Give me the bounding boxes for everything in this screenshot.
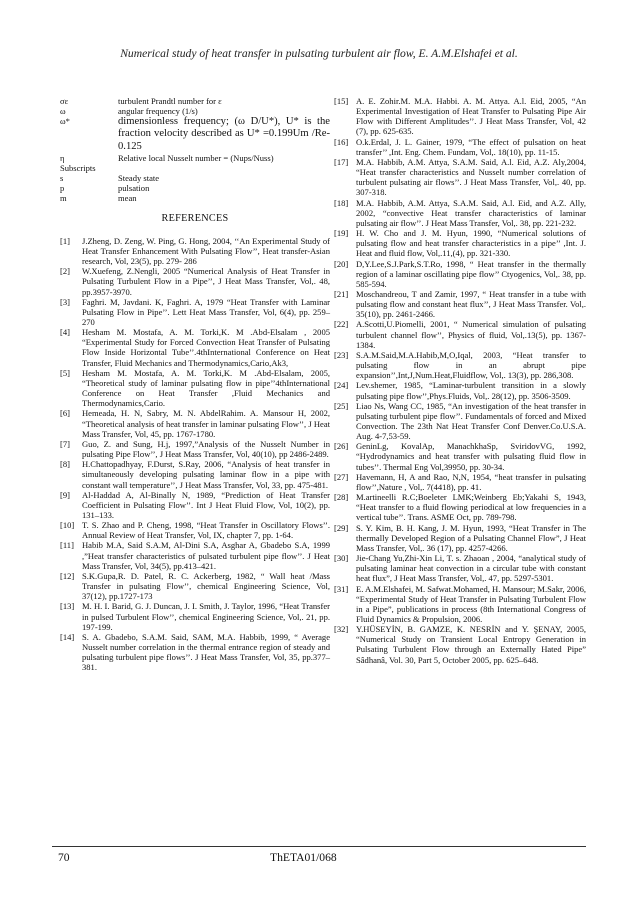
- reference-number: [13]: [60, 601, 75, 612]
- symbol-definition: Relative local Nusselt number = (Nups/Nuss): [118, 152, 274, 163]
- reference-entry: [334, 441, 586, 471]
- reference-entry: [334, 472, 586, 492]
- reference-text: M. H. I. Barid, G. J. Duncan, J. I. Smith, J. Taylor, 1996, “Heat Transfer in pulsed Turbulent Flow’’, chemical Engineering Science, Vol,. 21, pp. 197-199.: [82, 601, 330, 632]
- symbol-definition: Steady state: [118, 173, 160, 184]
- reference-entry: [334, 96, 586, 137]
- reference-number: [32]: [334, 624, 349, 635]
- reference-number: [16]: [334, 136, 349, 147]
- reference-number: [10]: [60, 520, 75, 531]
- reference-entry: [334, 523, 586, 553]
- reference-text: GeninLg, KovalAp, ManachkhaSp, SviridovVG, 1992, “Hydrodynamics and heat transfer with pulsating fluid flow in tubes’’. Thermal Eng Vol,39950, pp. 30-34.: [356, 441, 586, 472]
- reference-text: Hemeada, H. N, Sabry, M. N. AbdelRahim. A. Mansour H, 2002, “Theoretical analysis of heat transfer in laminar pulsating Flow’’, J Heat Mass Transfer, Vol, 45, pp. 1767-1780.: [82, 408, 330, 439]
- reference-number: [6]: [60, 408, 70, 419]
- reference-entry: [60, 368, 330, 409]
- reference-number: [2]: [60, 266, 70, 277]
- reference-number: [20]: [334, 258, 349, 269]
- nomenclature-row: [60, 193, 330, 203]
- reference-entry: [60, 439, 330, 459]
- reference-entry: [334, 584, 586, 625]
- reference-text: D,Y.Lee,S.J.Park,S.T.Ro, 1998, “ Heat transfer in the thermally region of a laminar oscillating pipe flow’’ Ctyogenics, Vol,. 38, pp. 585-594.: [356, 258, 586, 289]
- reference-number: [15]: [334, 96, 349, 106]
- reference-entry: [60, 408, 330, 438]
- symbol: p: [60, 183, 65, 194]
- reference-text: Hesham M. Mostafa, A. M. Torki,K. M .Abd-Elsalam, 2005, “Theoretical study of laminar pulsating flow in pipe’’4thInternational Conference on Heat Transfer ,Fluid Mechanics and Thermodynamics,Cario.: [82, 367, 330, 409]
- reference-text: Lev.shemer, 1985, “Laminar-turbulent transition in a slowly pulsating pipe flow’’,Phys.Fluids, Vol,. 28(12), pp. 3506-3509.: [356, 380, 586, 401]
- reference-text: M.artineelli R.C;Boeleter LMK;Weinberg Eb;Yakahi S, 1943, “Heat transfer to a fluid flowing periodical at low frequencies in a vertical tube’’. Trans. ASME Oct, pp. 789-798.: [356, 492, 586, 523]
- reference-number: [12]: [60, 570, 75, 581]
- symbol: s: [60, 173, 64, 184]
- reference-text: J.Zheng, D. Zeng, W. Ping, G. Hong, 2004, ‘‘An Experimental Study of Heat Transfer Enhancement With Pulsating Flow’’, Heat transfer-Asian research, Vol, 23(5), pp. 279- 286: [82, 235, 330, 267]
- reference-text: Jie-Chang Yu,Zhi-Xin Li, T. s. Zhaoan , 2004, “analytical study of pulsating laminar heat convection in a circular tube with constant heat flux”, J Heat Mass Transfer, Vol,. 47, pp. 5297-5301.: [356, 553, 586, 584]
- reference-number: [9]: [60, 489, 70, 500]
- reference-entry: [334, 228, 586, 258]
- reference-entry: [60, 236, 330, 266]
- reference-entry: [60, 632, 330, 673]
- reference-entry: [60, 327, 330, 368]
- reference-number: [11]: [60, 540, 74, 551]
- nomenclature-row: [60, 96, 330, 106]
- reference-number: [23]: [334, 349, 349, 360]
- reference-number: [1]: [60, 235, 70, 246]
- reference-text: Havemann, H, A and Rao, N,N, 1954, “heat transfer in pulsating flow’’,Nature , Vol,. 7(4418), pp. 41.: [356, 471, 586, 492]
- reference-entry: [60, 520, 330, 540]
- symbol-definition: angular frequency (1/s): [118, 106, 198, 117]
- symbol-definition: [118, 163, 330, 173]
- reference-text: Hesham M. Mostafa, A. M. Torki,K. M .Abd-Elsalam , 2005 “Experimental Study for Forced Convection Heat Transfer of Pulsating Flow Inside Horizontal Tube’’.4thInternational Conference on Heat Transfer, Fluid Mechanics and Thermodynamics,Cario,Ak3,: [82, 327, 330, 368]
- reference-text: H.Chattopadhyay, F.Durst, S.Ray, 2006, “Analysis of heat transfer in simultaneously developing pulsating laminar flow in a pipe with constant wall temperature’’, J Heat Mass Transfer, Vol, 33, pp. 475-481.: [82, 459, 330, 490]
- reference-entry: [334, 553, 586, 583]
- reference-entry: [334, 198, 586, 228]
- reference-text: Y.HÜSEYİN, B. GAMZE, K. NESRİN and Y. ŞENAY, 2005, “Numerical Study on Transient Local Entropy Generation in Pulsating Turbulent Flow through an Externally Hated Pipe” Sâdhanâ, Vol. 30, Part 5, October 2005, pp. 625–648.: [356, 624, 586, 665]
- reference-entry: [334, 401, 586, 442]
- reference-list-right: [334, 96, 586, 665]
- reference-text: W.Xuefeng, Z.Nengli, 2005 “Numerical Analysis of Heat Transfer in Pulsating Turbulent Flow in a Pipe’’, J Heat Mass Transfer, Vol,. 48, pp.3957-3970.: [82, 266, 330, 297]
- reference-text: S.K.Gupa,R. D. Patel, R. C. Ackerberg, 1982, “ Wall heat /Mass Transfer in pulsating Flow’’, chemical Engineering Science, Vol, 37(12), pp.1727-173: [82, 570, 330, 602]
- reference-text: Guo, Z. and Sung, H.j, 1997,”Analysis of the Nusselt Number in pulsating Pipe Flow’’, J Heat Mass Transfer, Vol, 40(10), pp 2486-2489.: [82, 438, 330, 460]
- reference-entry: [60, 601, 330, 631]
- nomenclature-row: [60, 173, 330, 183]
- reference-number: [21]: [334, 288, 349, 299]
- symbol: Subscripts: [60, 162, 96, 173]
- reference-entry: [334, 492, 586, 522]
- reference-entry: [334, 350, 586, 380]
- reference-entry: [334, 319, 586, 349]
- right-column: [334, 96, 586, 665]
- symbol: σε: [60, 96, 69, 106]
- reference-text: A. E. Zohir.M. M.A. Habbi. A. M. Attya. A.l. Eid, 2005, “An Experimental Investigation of Heat Transfer to Pulsating Pipe Air Flow with Different Amplitudes’’. J Heat Mass Transfer, Vol, 42 (7), pp. 625-635.: [356, 96, 586, 137]
- reference-entry: [334, 137, 586, 157]
- reference-entry: [334, 624, 586, 665]
- reference-number: [14]: [60, 631, 75, 642]
- reference-number: [4]: [60, 327, 70, 338]
- reference-text: O.k.Erdal, J. L. Gainer, 1979, “The effect of pulsation on heat transfer’’ ,Int. Eng. Chem. Fundam, Vol,. 18(10), pp. 11-15.: [356, 136, 586, 157]
- reference-entry: [334, 380, 586, 400]
- reference-entry: [334, 157, 586, 198]
- reference-number: [29]: [334, 522, 349, 533]
- nomenclature-list: [60, 96, 330, 204]
- reference-number: [3]: [60, 296, 70, 307]
- running-header: Numerical study of heat transfer in pulsating turbulent air flow, E. A.M.Elshafei et al.: [120, 47, 518, 60]
- reference-text: M.A. Habbib, A.M. Attya, S.A.M. Said, A.l. Eid, A.Z. Aly,2004, “Heat transfer characteristics and Nusselt number correlation of turbulent pulsating air flows’’. J Heat Mass Transfer, Vol,. 40, pp. 307-318.: [356, 156, 586, 198]
- reference-entry: [60, 297, 330, 327]
- reference-entry: [60, 490, 330, 520]
- reference-number: [22]: [334, 319, 349, 330]
- symbol: m: [60, 193, 67, 204]
- reference-number: [26]: [334, 441, 349, 452]
- symbol-definition: dimensionless frequency; (ω D/U*), U* is the fraction velocity described as U* =0.199Um /Re-0.125: [118, 116, 330, 152]
- reference-entry: [60, 266, 330, 296]
- nomenclature-row: [60, 153, 330, 163]
- reference-text: H. W. Cho and J. M. Hyun, 1990, “Numerical solutions of pulsating flow and heat transfer characteristics in a pipe’’ ,Int. J. Heat and fluid flow, Vol,.11,(4), pp. 321-330.: [356, 228, 586, 259]
- symbol-definition: mean: [118, 193, 137, 204]
- reference-number: [8]: [60, 459, 70, 470]
- reference-text: A.Scotti,U.Piomelli, 2001, “ Numerical simulation of pulsating turbulent channel flow’’, Physics of fluid, Vol,.13(5), pp. 1367-1384.: [356, 319, 586, 350]
- reference-entry: [60, 459, 330, 489]
- nomenclature-row: [60, 116, 330, 153]
- reference-text: Al-Haddad A, Al-Binally N, 1989, “Prediction of Heat Transfer Coefficient in Pulsating Flow’’. Int J Heat Fluid Flow, Vol, 10(2), pp. 131–133.: [82, 489, 330, 520]
- reference-text: E. A.M.Elshafei, M. Safwat.Mohamed, H. Mansour; M.Sakr, 2006, “Experimental Study of Heat Transfer in Pulsating Turbulent Flow in a Pipe”, publications in process (8th International Congress of Fluid Dynamics & Propulsion, 2006.: [356, 583, 586, 624]
- reference-number: [25]: [334, 400, 349, 411]
- reference-number: [27]: [334, 471, 349, 482]
- reference-text: M.A. Habbib, A.M. Attya, S.A.M. Said, A.l. Eid, and A.Z. Ally, 2002, “convective Heat transfer characteristics of laminar pulsating air flow’’. J Heat Mass Transfer, Vol,. 38, pp. 221-232.: [356, 197, 586, 228]
- reference-list-left: [60, 236, 330, 673]
- reference-number: [5]: [60, 367, 70, 378]
- reference-number: [31]: [334, 583, 349, 594]
- symbol-definition: pulsation: [118, 183, 150, 194]
- reference-number: [17]: [334, 156, 349, 167]
- journal-code: ThETA01/068: [270, 851, 337, 864]
- reference-number: [18]: [334, 197, 349, 208]
- symbol: η: [60, 152, 65, 163]
- symbol: ω*: [60, 116, 70, 127]
- reference-text: S. A. Gbadebo, S.A.M. Said, SAM, M.A. Habbib, 1999, “ Average Nusselt number correlation in the thermal entrance region of steady and pulsating turbulent pipe flows’’. J Heat Mass Transfer, Vol, 35, pp.377–381.: [82, 631, 330, 673]
- reference-text: S.A.M.Said,M.A.Habib,M,O,Iqal, 2003, “Heat transfer to pulsating flow in an abrupt pipe expansion’’,Int,J,Num.Heat,Fluidflow, Vol,. 13(3), pp. 286,308.: [356, 349, 586, 381]
- reference-number: [24]: [334, 380, 349, 391]
- reference-text: Liao Ns, Wang CC, 1985, “An investigation of the heat transfer in pulsating turbulent pipe flow’’. Fundamentals of forced and Mixed Convection. The 23th Nat Heat Transfer Conf Denver.Co.U.S.A. Aug. 4-7,53-59.: [356, 400, 586, 442]
- symbol-definition: turbulent Prandtl number for ε: [118, 96, 222, 106]
- reference-entry: [334, 289, 586, 319]
- reference-entry: [60, 540, 330, 570]
- reference-number: [30]: [334, 553, 349, 564]
- nomenclature-row: [60, 183, 330, 193]
- nomenclature-row: [60, 163, 330, 173]
- reference-text: Habib M.A, Said S.A.M, Al-Dini S.A, Asghar A, Gbadebo S.A, 1999 ,”Heat transfer characteristics of pulsated turbulent pipe flow’’. J Heat Mass Transfer, Vol, 34(5), pp.413–421.: [82, 540, 330, 571]
- symbol: ω: [60, 106, 66, 117]
- references-heading: REFERENCES: [161, 212, 229, 224]
- reference-text: Moschandreou, T and Zamir, 1997, “ Heat transfer in a tube with pulsating flow and constant heat flux’’, J Heat Mass Transfer. Vol,. 35(10), pp. 2461-2466.: [356, 288, 586, 320]
- reference-entry: [60, 571, 330, 601]
- page-number: 70: [58, 851, 70, 864]
- reference-text: Faghri. M, Javdani. K, Faghri. A, 1979 “Heat Transfer with Laminar Pulsating Flow in Pipe’’. Lett Heat Mass Transfer, Vol, 6(4), pp. 259–270: [82, 296, 330, 327]
- reference-number: [28]: [334, 492, 349, 503]
- reference-text: T. S. Zhao and P. Cheng, 1998, “Heat Transfer in Oscillatory Flows’’. Annual Review of Heat Transfer, Vol, IX, chapter 7, pp. 1-64.: [82, 520, 330, 541]
- reference-entry: [334, 259, 586, 289]
- footer-rule: [52, 846, 586, 847]
- left-column: [60, 96, 330, 672]
- reference-text: S. Y. Kim, B. H. Kang, J. M. Hyun, 1993, “Heat Transfer in The thermally Developed Region of a Pulsating Channel Flow”, J Heat Mass Transfer, Vol,. 36 (17), pp. 4257-4266.: [356, 522, 586, 553]
- reference-number: [19]: [334, 228, 349, 239]
- reference-number: [7]: [60, 438, 70, 449]
- nomenclature-row: [60, 106, 330, 116]
